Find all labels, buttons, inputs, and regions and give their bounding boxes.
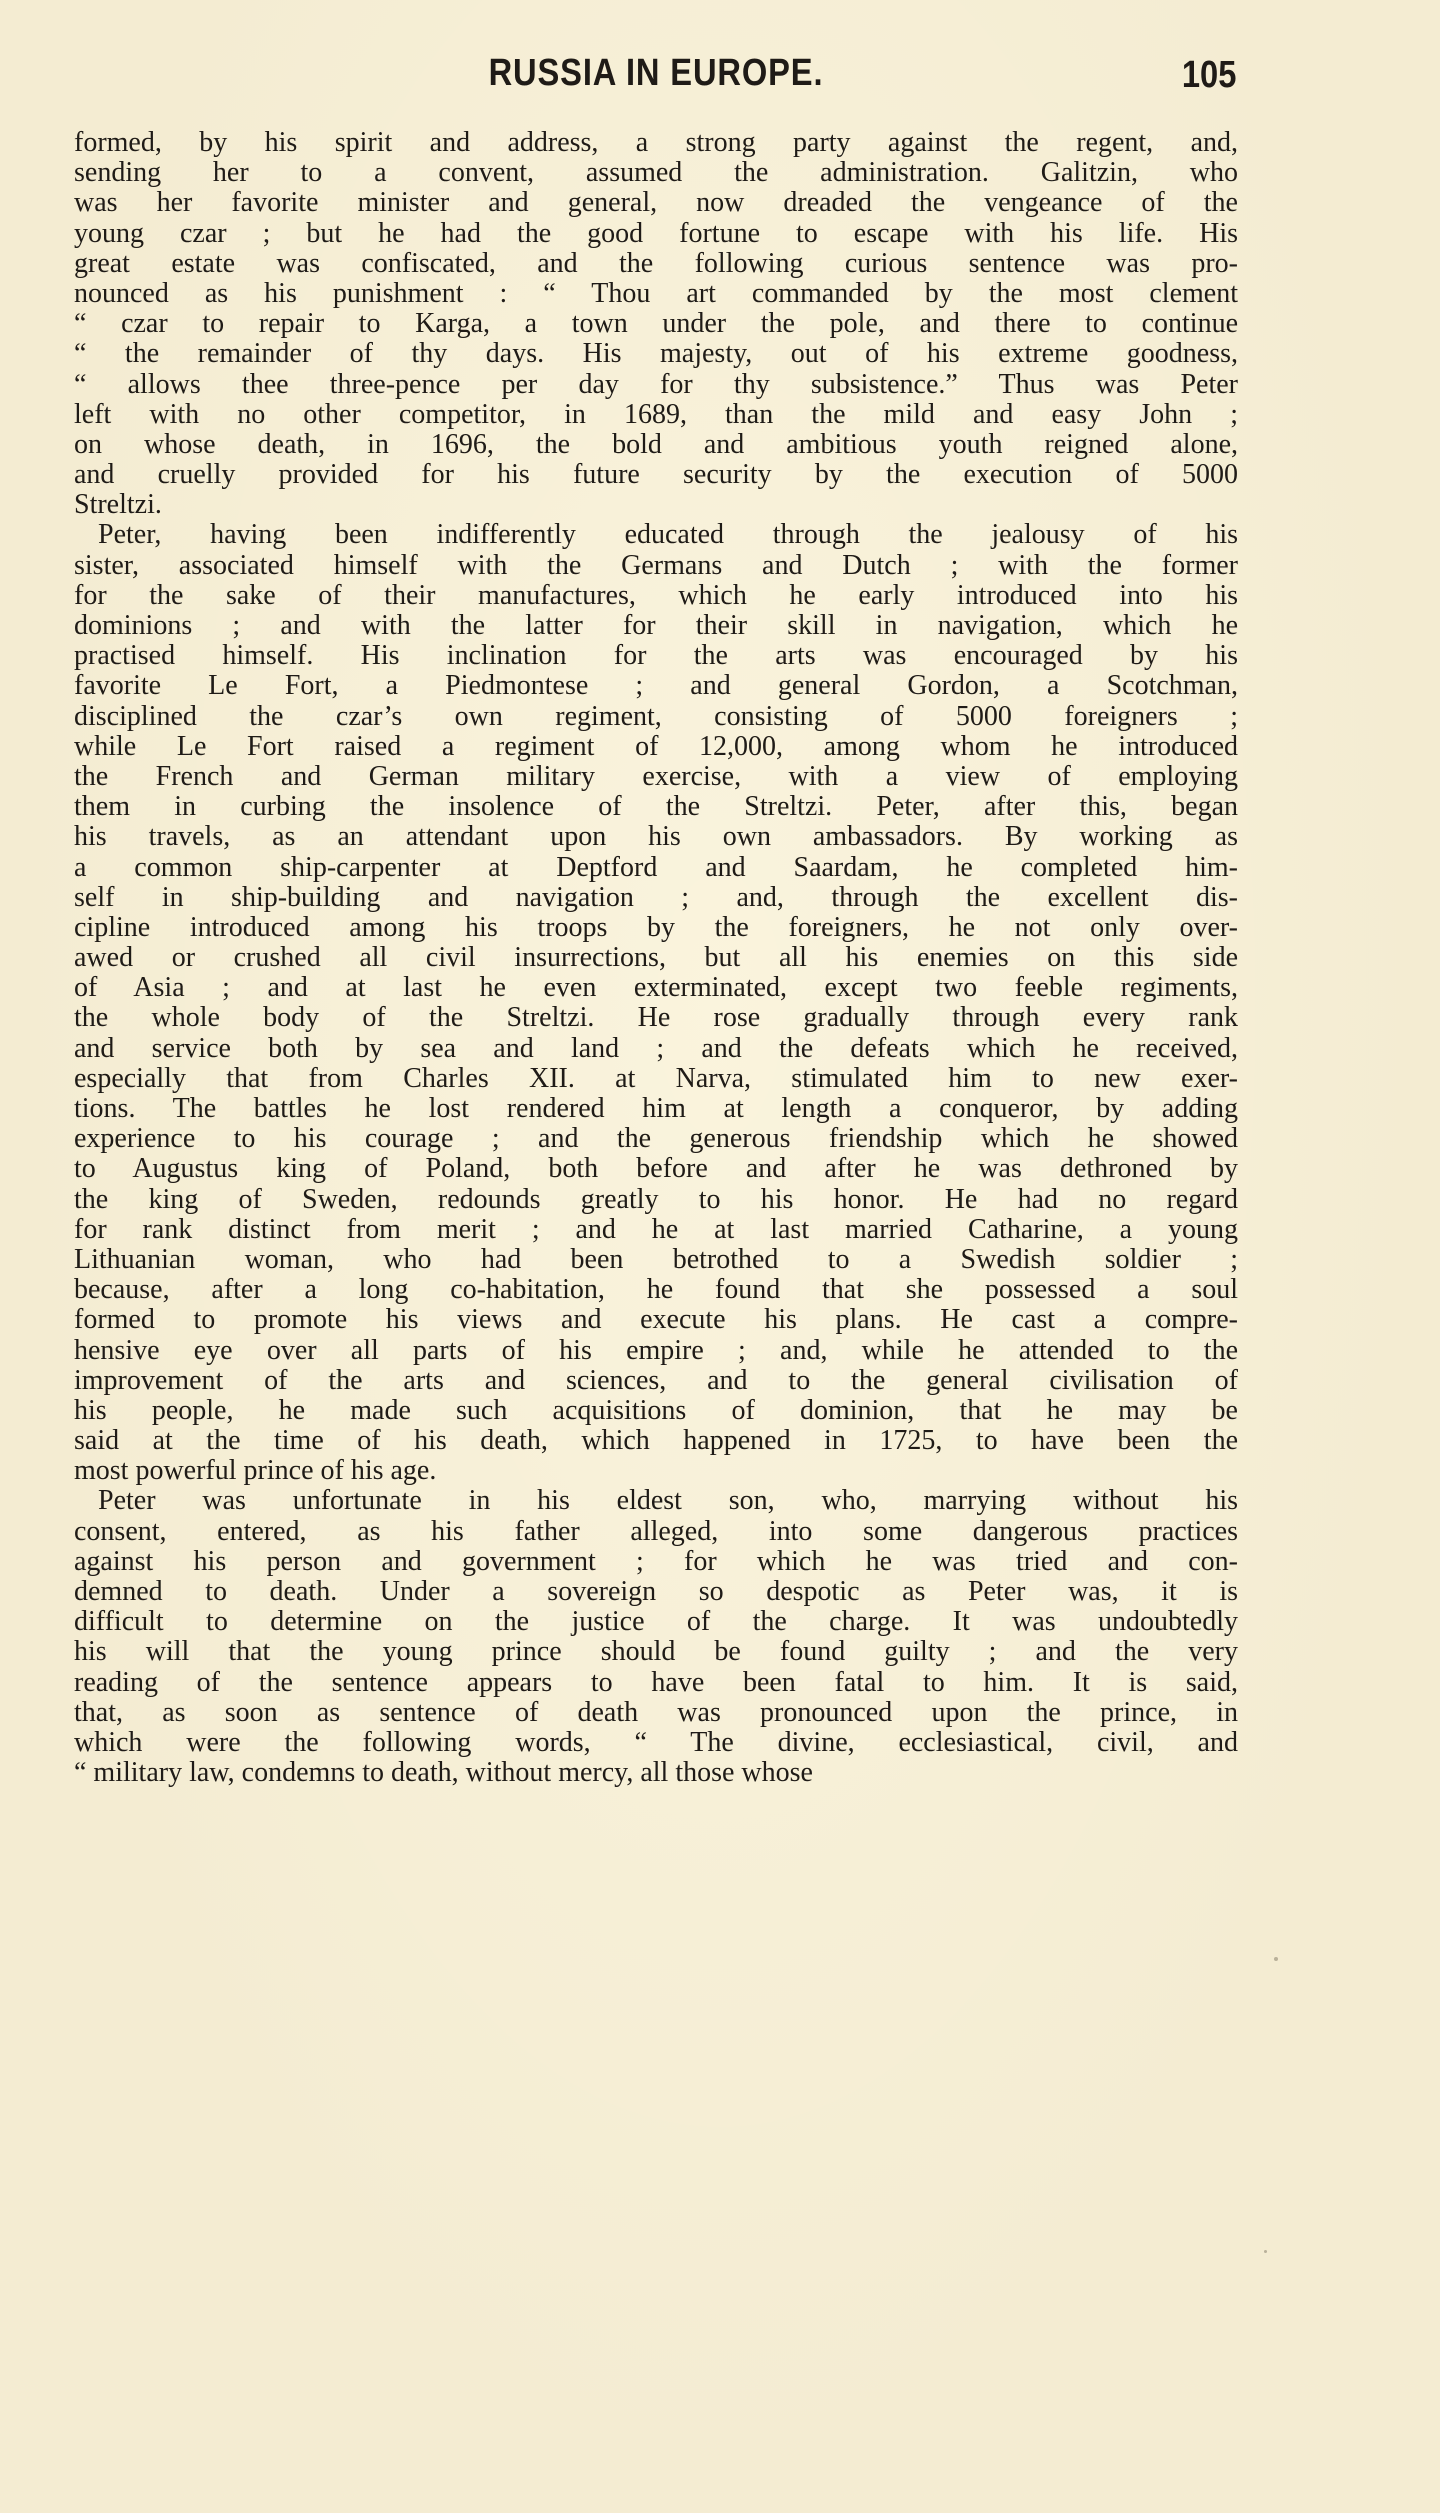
text-line: them in curbing the insolence of the Streltzi. Peter, after this, began [74, 791, 1238, 823]
text-line: “ czar to repair to Karga, a town under the pole, and there to continue [74, 308, 1238, 340]
text-line: a common ship-carpenter at Deptford and Saardam, he completed him- [74, 851, 1238, 883]
text-line: consent, entered, as his father alleged, into some dangerous practices [74, 1515, 1238, 1547]
text-line: sister, associated himself with the Germans and Dutch ; with the former [74, 549, 1238, 581]
text-line: while Le Fort raised a regiment of 12,000, among whom he introduced [74, 730, 1238, 762]
paragraph [74, 1486, 1238, 1788]
text-line: disciplined the czar’s own regiment, consisting of 5000 foreigners ; [74, 700, 1238, 732]
text-line: said at the time of his death, which happened in 1725, to have been the [74, 1425, 1238, 1457]
text-line: young czar ; but he had the good fortune to escape with his life. His [74, 217, 1238, 249]
text-line: great estate was confiscated, and the following curious sentence was pro- [74, 247, 1238, 279]
text-line: and service both by sea and land ; and the defeats which he received, [74, 1032, 1238, 1064]
text-line: that, as soon as sentence of death was pronounced upon the prince, in [74, 1696, 1238, 1728]
text-line: sending her to a convent, assumed the administration. Galitzin, who [74, 157, 1238, 189]
paper-speck [1264, 2250, 1267, 2253]
running-title: RUSSIA IN EUROPE. [488, 52, 824, 94]
body-text [74, 128, 1238, 1788]
text-line: difficult to determine on the justice of the charge. It was undoubtedly [74, 1606, 1238, 1638]
text-line: his will that the young prince should be found guilty ; and the very [74, 1636, 1238, 1668]
text-line: was her favorite minister and general, now dreaded the vengeance of the [74, 187, 1238, 219]
text-line: formed to promote his views and execute his plans. He cast a compre- [74, 1304, 1238, 1336]
text-line: hensive eye over all parts of his empire ; and, while he attended to the [74, 1334, 1238, 1366]
text-line: “ the remainder of thy days. His majesty, out of his extreme goodness, [74, 338, 1238, 370]
text-line: left with no other competitor, in 1689, than the mild and easy John ; [74, 398, 1238, 430]
text-line: for rank distinct from merit ; and he at last married Catharine, a young [74, 1213, 1238, 1245]
text-line: nounced as his punishment : “ Thou art commanded by the most clement [74, 277, 1238, 309]
page-number: 105 [1181, 54, 1236, 96]
text-line: cipline introduced among his troops by the foreigners, he not only over- [74, 911, 1238, 943]
text-line: self in ship-building and navigation ; and, through the excellent dis- [74, 881, 1238, 913]
text-line: improvement of the arts and sciences, and to the general civilisation of [74, 1364, 1238, 1396]
text-line: of Asia ; and at last he even exterminated, except two feeble regiments, [74, 972, 1238, 1004]
paragraph [74, 128, 1238, 520]
text-line: to Augustus king of Poland, both before and after he was dethroned by [74, 1153, 1238, 1185]
text-line: Peter, having been indifferently educated through the jealousy of his [98, 519, 1238, 551]
text-line: dominions ; and with the latter for their skill in navigation, which he [74, 610, 1238, 641]
text-line: his people, he made such acquisitions of dominion, that he may be [74, 1394, 1238, 1426]
text-line: formed, by his spirit and address, a strong party against the regent, and, [74, 127, 1238, 158]
text-line: his travels, as an attendant upon his own ambassadors. By working as [74, 821, 1238, 853]
text-line: because, after a long co-habitation, he found that she possessed a soul [74, 1274, 1238, 1306]
text-line: practised himself. His inclination for the arts was encouraged by his [74, 640, 1238, 672]
text-line: experience to his courage ; and the generous friendship which he showed [74, 1123, 1238, 1155]
text-line: favorite Le Fort, a Piedmontese ; and general Gordon, a Scotchman, [74, 670, 1238, 702]
text-line: the French and German military exercise, with a view of employing [74, 760, 1238, 792]
paragraph [74, 520, 1238, 1486]
text-line: especially that from Charles XII. at Narva, stimulated him to new exer- [74, 1062, 1238, 1094]
text-line: demned to death. Under a sovereign so despotic as Peter was, it is [74, 1576, 1238, 1607]
text-line: and cruelly provided for his future security by the execution of 5000 [74, 459, 1238, 491]
text-line: Peter was unfortunate in his eldest son, who, marrying without his [98, 1485, 1238, 1517]
text-line: the king of Sweden, redounds greatly to his honor. He had no regard [74, 1183, 1238, 1215]
text-line: which were the following words, “ The divine, ecclesiastical, civil, and [74, 1726, 1238, 1758]
page-header [76, 52, 1236, 112]
text-line: “ military law, condemns to death, without mercy, all those whose [74, 1757, 813, 1789]
paper-speck [1274, 1957, 1278, 1961]
text-line: awed or crushed all civil insurrections, but all his enemies on this side [74, 942, 1238, 974]
text-line: reading of the sentence appears to have been fatal to him. It is said, [74, 1666, 1238, 1698]
text-line: on whose death, in 1696, the bold and ambitious youth reigned alone, [74, 428, 1238, 460]
text-line: for the sake of their manufactures, which he early introduced into his [74, 579, 1238, 611]
text-line: the whole body of the Streltzi. He rose gradually through every rank [74, 1002, 1238, 1034]
text-line: Lithuanian woman, who had been betrothed to a Swedish soldier ; [74, 1243, 1238, 1275]
text-line: tions. The battles he lost rendered him at length a conqueror, by adding [74, 1093, 1238, 1124]
text-line: against his person and government ; for which he was tried and con- [74, 1545, 1238, 1577]
text-line: Streltzi. [74, 489, 162, 521]
text-line: “ allows thee three-pence per day for thy subsistence.” Thus was Peter [74, 368, 1238, 400]
text-line: most powerful prince of his age. [74, 1455, 437, 1487]
